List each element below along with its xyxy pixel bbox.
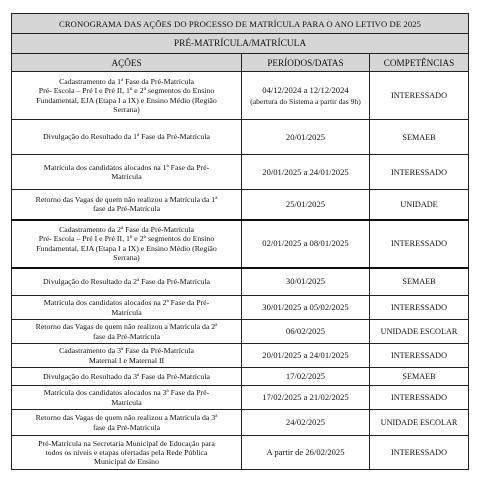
table-row xyxy=(12,268,469,296)
acao-line: Retorno das Vagas de quem não realizou a Matrícula da 2ª xyxy=(35,322,218,332)
cell-periodo xyxy=(242,344,370,368)
table-row xyxy=(12,344,469,368)
cell-periodo xyxy=(242,268,370,296)
cell-acao xyxy=(12,320,242,344)
cell-competencia: INTERESSADO xyxy=(370,296,469,320)
periodo-text: 06/02/2025 xyxy=(285,326,326,336)
cell-acao xyxy=(12,296,242,320)
acao-line: Maternal I e Maternal II xyxy=(88,355,165,365)
cell-periodo xyxy=(242,72,370,120)
cell-competencia: INTERESSADO xyxy=(370,220,469,268)
cell-acao xyxy=(12,268,242,296)
cell-competencia: INTERESSADO xyxy=(370,386,469,410)
cell-periodo xyxy=(242,155,370,190)
cell-periodo xyxy=(242,320,370,344)
table-row xyxy=(12,190,469,220)
acao-line: Divulgação do Resultado da 1ª Fase da Pré-Matrícula xyxy=(43,132,210,142)
acao-line: Municipal de Ensino xyxy=(94,457,159,467)
acao-line: Cadastramento da 2ª Fase da Pré-Matrícula xyxy=(59,224,194,234)
table-row xyxy=(12,120,469,155)
acao-line: Matrícula dos candidatos alocados na 3ª Fase da Pré- xyxy=(43,388,210,398)
periodo-text: 17/02/2025 xyxy=(285,371,326,381)
acao-line: fase da Pré-Matrícula xyxy=(92,204,161,214)
header-acoes: AÇÕES xyxy=(12,54,242,72)
schedule-table xyxy=(11,13,469,470)
table-row xyxy=(12,72,469,120)
periodo-text: 20/01/2025 xyxy=(285,131,326,142)
acao-line: Cadastramento da 3ª Fase da Pré-Matrícula xyxy=(59,346,194,356)
cell-competencia: INTERESSADO xyxy=(370,344,469,368)
acao-line: Fundamental, EJA (Etapa I a IX) e Ensino Médio (Região xyxy=(36,95,217,105)
acao-line: Fundamental, EJA (Etapa I a IX) e Ensino Médio (Região xyxy=(36,243,217,253)
periodo-text: 04/12/2024 a 12/12/2024 xyxy=(262,84,349,95)
periodo-note: (abertura do Sistema a partir das 9h) xyxy=(250,96,361,106)
cell-acao xyxy=(12,344,242,368)
acao-line: Divulgação do Resultado da 3ª Fase da Pré-Matrícula xyxy=(43,371,210,381)
cell-periodo xyxy=(242,386,370,410)
cell-acao xyxy=(12,436,242,470)
periodo-text: 30/01/2025 a 05/02/2025 xyxy=(262,302,349,312)
periodo-text: 24/02/2025 xyxy=(285,417,326,427)
acao-line: Divulgação do Resultado da 2ª Fase da Pré-Matrícula xyxy=(43,277,210,287)
cell-periodo xyxy=(242,220,370,268)
periodo-text: 30/01/2025 xyxy=(285,276,326,287)
cell-acao xyxy=(12,386,242,410)
acao-line: fase da Pré-Matrícula xyxy=(92,422,161,432)
table-row xyxy=(12,368,469,386)
cell-competencia: UNIDADE ESCOLAR xyxy=(370,410,469,436)
cell-competencia: SEMAEB xyxy=(370,120,469,155)
table-row xyxy=(12,296,469,320)
table-row xyxy=(12,386,469,410)
cell-periodo xyxy=(242,436,370,470)
cell-acao xyxy=(12,120,242,155)
cell-competencia: INTERESSADO xyxy=(370,72,469,120)
acao-line: Pré- Escola – Pré I e Pré II, 1º e 2º segmentos do Ensino xyxy=(38,234,215,244)
table-title: CRONOGRAMA DAS AÇÕES DO PROCESSO DE MATRÍCULA PARA O ANO LETIVO DE 2025 xyxy=(12,14,469,34)
acao-line: Matrícula xyxy=(111,397,142,407)
periodo-text: 02/01/2025 a 08/01/2025 xyxy=(262,238,349,248)
schedule-document xyxy=(11,13,468,470)
header-competencias: COMPETÊNCIAS xyxy=(370,54,469,72)
acao-line: fase da Pré-Matrícula xyxy=(92,331,161,341)
acao-line: Pré-Matrícula na Secretaria Municipal de Educação para xyxy=(38,438,215,448)
acao-line: Retorno das Vagas de quem não realizou a Matrícula da 3ª xyxy=(35,413,218,423)
acao-line: Matrícula dos candidatos alocados na 1ª Fase da Pré- xyxy=(43,162,210,172)
cell-competencia: SEMAEB xyxy=(370,268,469,296)
table-row xyxy=(12,436,469,470)
cell-acao xyxy=(12,220,242,268)
acao-line: Pré- Escola – Pré I e Pré II, 1º e 2º segmentos do Ensino xyxy=(38,86,215,96)
cell-periodo xyxy=(242,120,370,155)
acao-line: Serrana) xyxy=(113,252,140,262)
cell-competencia: INTERESSADO xyxy=(370,155,469,190)
table-subtitle: PRÉ-MATRÍCULA/MATRÍCULA xyxy=(12,34,469,54)
periodo-text: 20/01/2025 a 24/01/2025 xyxy=(262,350,349,360)
acao-line: Matrícula xyxy=(111,172,142,181)
acao-line: Matrícula xyxy=(111,307,142,317)
cell-competencia: UNIDADE xyxy=(370,190,469,220)
acao-line: Serrana) xyxy=(113,104,140,114)
periodo-text: 17/02/2025 a 21/02/2025 xyxy=(262,392,349,402)
header-periodos: PERÍODOS/DATAS xyxy=(242,54,370,72)
cell-periodo xyxy=(242,368,370,386)
cell-acao xyxy=(12,155,242,190)
acao-line: Matrícula dos candidatos alocados na 2ª Fase da Pré- xyxy=(43,298,210,308)
periodo-text: A partir de 26/02/2025 xyxy=(266,447,345,457)
cell-periodo xyxy=(242,190,370,220)
cell-acao xyxy=(12,190,242,220)
cell-periodo xyxy=(242,410,370,436)
periodo-text: 25/01/2025 xyxy=(285,198,326,209)
acao-line: Retorno das Vagas de quem não realizou a Matrícula da 1ª xyxy=(35,194,218,204)
cell-acao xyxy=(12,72,242,120)
cell-periodo xyxy=(242,296,370,320)
cell-competencia: SEMAEB xyxy=(370,368,469,386)
cell-acao xyxy=(12,410,242,436)
table-row xyxy=(12,220,469,268)
table-row xyxy=(12,320,469,344)
cell-competencia: INTERESSADO xyxy=(370,436,469,470)
acao-line: Cadastramento da 1ª Fase da Pré-Matrícula xyxy=(59,76,194,86)
cell-competencia: UNIDADE ESCOLAR xyxy=(370,320,469,344)
periodo-text: 20/01/2025 a 24/01/2025 xyxy=(262,166,349,177)
table-row xyxy=(12,155,469,190)
acao-line: todos os níveis e etapas ofertadas pela Rede Pública xyxy=(45,447,208,457)
table-row xyxy=(12,410,469,436)
cell-acao xyxy=(12,368,242,386)
